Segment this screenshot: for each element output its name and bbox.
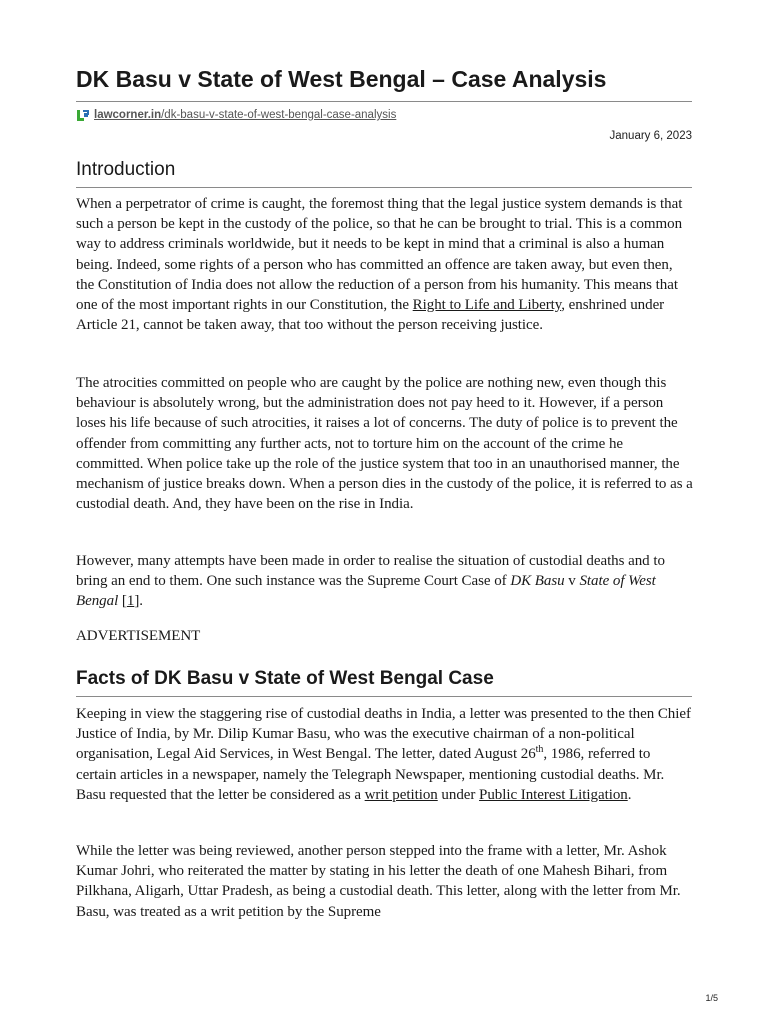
right-to-life-link[interactable]: Right to Life and Liberty — [412, 297, 562, 314]
section-heading-facts: Facts of DK Basu v State of West Bengal Case — [76, 668, 494, 689]
text-span: Keeping in view the staggering rise of custodial deaths in India, a letter was presented to the then Chief Justice of India, by Mr. Dilip Kumar Basu, who was the executive chairman of a non-political organisation, Legal Aid Services, in West Bengal. The letter, dated August 26 — [76, 706, 691, 763]
facts-divider — [76, 696, 692, 697]
text-span: ]. — [134, 593, 143, 610]
source-domain: lawcorner.in — [94, 109, 162, 121]
introduction-divider — [76, 187, 692, 188]
text-span: However, many attempts have been made in order to realise the situation of custodial deaths and to bring an end to them. One such instance was the Supreme Court Case of — [76, 553, 665, 590]
paragraph-intro-3 — [76, 551, 694, 612]
advertisement-label: ADVERTISEMENT — [76, 628, 201, 644]
paragraph-facts-2: While the letter was being reviewed, another person stepped into the frame with a letter, Mr. Ashok Kumar Johri, who reiterated the matter by stating in his letter the death of one Mahesh Bihari, from Pilkhana, Aligarh, Uttar Pradesh, as being a custodial death. This letter, along with the letter from Mr. Basu, was treated as a writ petition by the Supreme — [76, 843, 681, 920]
text-span: , 1986, referred to certain articles in a newspaper, namely the Telegraph Newspaper, mentioning custodial deaths. Mr. Basu requested that the letter be considered as a — [76, 746, 665, 803]
source-path: /dk-basu-v-state-of-west-bengal-case-analysis — [161, 109, 397, 121]
lawcorner-logo-icon — [76, 109, 89, 122]
article-title: DK Basu v State of West Bengal – Case Analysis — [76, 66, 607, 92]
text-span: v — [564, 573, 580, 590]
case-name-italic: DK Basu — [510, 573, 565, 590]
text-span: under — [437, 786, 480, 803]
text-span: When a perpetrator of crime is caught, the foremost thing that the legal justice system demands is that such a person be kept in the custody of the police, so that he can be brought to trial. This is a common way to address criminals worldwide, but it needs to be kept in mind that a criminal is also a human being. Indeed, some rights of a person who has committed an offence are taken away, but even then, the Constitution of India does not allow the reduction of a person from his humanity. This means that one of the most important rights in our Constitution, the — [76, 196, 683, 314]
source-url-link[interactable] — [94, 109, 396, 121]
section-heading-introduction: Introduction — [76, 159, 176, 180]
article-date: January 6, 2023 — [609, 130, 692, 142]
writ-petition-link[interactable]: writ petition — [364, 786, 438, 803]
public-interest-litigation-link[interactable]: Public Interest Litigation — [479, 786, 628, 803]
text-span: , enshrined under Article 21, cannot be taken away, that too without the person receiving justice. — [76, 297, 665, 334]
title-divider — [76, 101, 692, 102]
paragraph-intro-1 — [76, 194, 694, 335]
footnote-ref-link[interactable]: 1 — [126, 593, 135, 610]
text-span: . — [627, 786, 632, 803]
source-link-row — [76, 107, 396, 123]
text-span: [ — [118, 593, 127, 610]
page-number: 1/5 — [705, 993, 718, 1003]
superscript: th — [535, 744, 544, 756]
case-name-italic: State of West Bengal — [76, 573, 656, 610]
paragraph-facts-1 — [76, 704, 694, 805]
paragraph-intro-2: The atrocities committed on people who are caught by the police are nothing new, even though this behaviour is absolutely wrong, but the administration does not pay heed to it. However, if a person loses his life because of such atrocities, it raises a lot of concerns. The duty of police is to prevent the offender from committing any further acts, not to torture him on the account of the crime he committed. When police take up the role of the justice system that too in an unauthorised manner, the mechanism of justice breaks down. When a person dies in the custody of the police, it is referred to as a custodial death. And, they have been on the rise in India. — [76, 375, 693, 513]
